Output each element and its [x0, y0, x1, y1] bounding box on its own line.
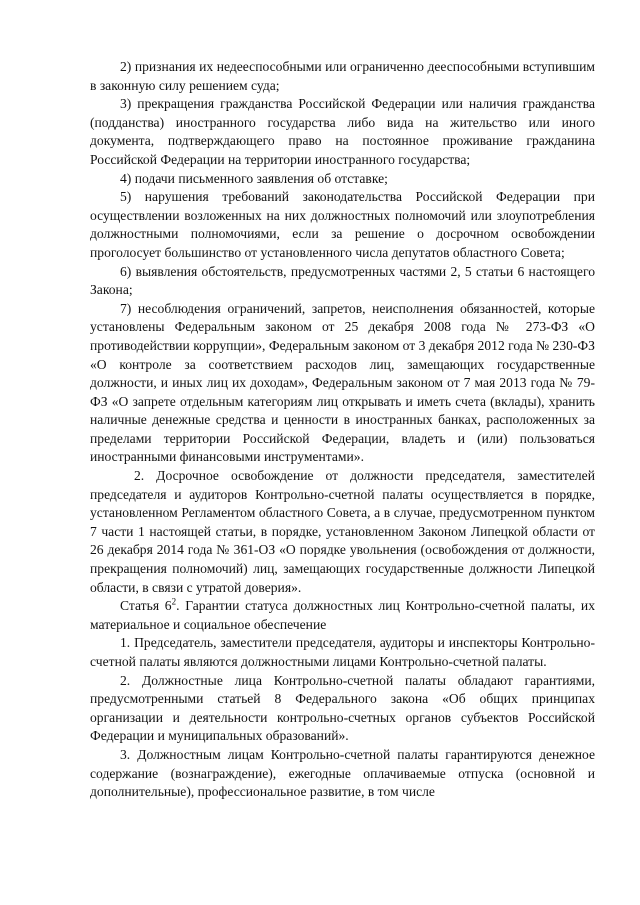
article-heading: [90, 597, 595, 634]
paragraph-item-6: 6) выявления обстоятельств, предусмотренных частями 2, 5 статьи 6 настоящего Закона;: [90, 263, 595, 298]
article-paragraph-3: 3. Должностным лицам Контрольно-счетной палаты гарантируются денежное содержание (вознаграждение), ежегодные оплачиваемые отпуска (основной и дополнительные), профессиональное развитие, в том числе: [90, 746, 595, 800]
paragraph-item-3: 3) прекращения гражданства Российской Федерации или наличия гражданства (подданства) иностранного государства либо вида на жительство или иного документа, подтверждающего право на постоянное проживание гражданина Российской Федерации на территории иностранного государства;: [90, 96, 595, 167]
article-prefix: Статья 6: [120, 598, 172, 614]
paragraph-item-5: 5) нарушения требований законодательства Российской Федерации при осуществлении возложенных на них должностных полномочий или злоупотребления должностными полномочиями, если за решение о досрочном освобождении проголосует большинство от установленного числа депутатов областного Совета;: [90, 189, 595, 260]
article-title: . Гарантии статуса должностных лиц Контрольно-счетной палаты, их материальное и социальное обеспечение: [90, 598, 595, 632]
article-paragraph-1: 1. Председатель, заместители председателя, аудиторы и инспекторы Контрольно-счетной палаты являются должностными лицами Контрольно-счетной палаты.: [90, 635, 595, 669]
paragraph-item-4: 4) подачи письменного заявления об отставке;: [120, 170, 388, 186]
paragraph-item-7: 7) несоблюдения ограничений, запретов, неисполнения обязанностей, которые установлены Федеральным законом от 25 декабря 2008 года № 273-ФЗ «О противодействии коррупции», Федеральным законом от 3 декабря 2012 года № 230-ФЗ «О контроле за соответствием расходов лиц, замещающих государственные должности, и иных лиц их доходам», Федеральным законом от 7 мая 2013 года № 79-ФЗ «О запрете отдельным категориям лиц открывать и иметь счета (вклады), хранить наличные денежные средства и ценности в иностранных банках, расположенных за пределами территории Российской Федерации, владеть и (или) пользоваться иностранными финансовыми инструментами».: [90, 300, 595, 465]
document-page: [90, 58, 595, 802]
article-paragraph-2: 2. Должностные лица Контрольно-счетной палаты обладают гарантиями, предусмотренными статьей 8 Федерального закона «Об общих принципах организации и деятельности контрольно-счетных органов субъектов Российской Федерации и муниципальных образований».: [90, 672, 595, 744]
paragraph-item-2: 2) признания их недееспособными или ограниченно дееспособными вступившим в законную силу решением суда;: [90, 59, 595, 93]
paragraph-part-2: 2. Досрочное освобождение от должности председателя, заместителей председателя и аудиторов Контрольно-счетной палаты осуществляется в порядке, установленном Регламентом областного Совета, а в случае, предусмотренном пунктом 7 части 1 настоящей статьи, в порядке, установленном Законом Липецкой области от 26 декабря 2014 года № 361-ОЗ «О порядке увольнения (освобождения от должности, прекращения полномочий) лиц, замещающих государственные должности Липецкой области, в связи с утратой доверия».: [90, 468, 595, 595]
article-superscript: 2: [171, 596, 177, 607]
